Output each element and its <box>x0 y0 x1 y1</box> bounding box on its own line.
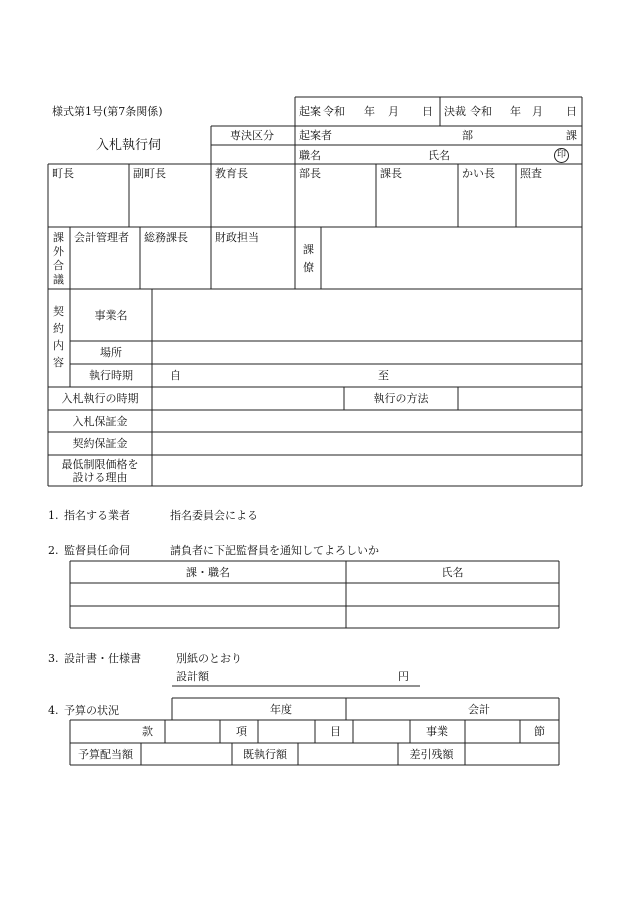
approver-department-head: 部長 <box>299 167 321 180</box>
section2-number: 2. <box>48 544 59 557</box>
budget-account: 会計 <box>468 703 490 716</box>
form-title: 入札執行伺 <box>96 138 162 153</box>
period-label: 執行時期 <box>89 369 133 382</box>
bid-deposit-label: 入札保証金 <box>72 415 128 428</box>
kessai-month: 月 <box>532 105 543 118</box>
shokumei-label: 職名 <box>299 149 321 162</box>
period-to: 至 <box>378 369 389 382</box>
period-from: 自 <box>170 369 181 382</box>
contract-deposit-label: 契約保証金 <box>72 437 128 450</box>
approver-section-chief: 課長 <box>380 167 402 180</box>
place-label: 場所 <box>100 346 122 359</box>
section2-label: 監督員任命伺 <box>64 544 130 557</box>
consult-staff-2: 僚 <box>303 261 314 274</box>
senketsu-label: 専決区分 <box>230 129 274 142</box>
contract-label-2: 約 <box>53 322 64 335</box>
section1-value: 指名委員会による <box>170 509 258 522</box>
section3-value: 別紙のとおり <box>176 652 242 665</box>
kessai-year: 年 <box>510 105 521 118</box>
kessai-era: 令和 <box>470 105 492 118</box>
budget-allocated-label: 予算配当額 <box>78 748 133 761</box>
kian-day: 日 <box>422 105 433 118</box>
contract-label-4: 容 <box>53 356 64 369</box>
kian-label: 起案 <box>299 105 321 118</box>
budget-kan: 款 <box>142 725 153 738</box>
budget-setsu: 節 <box>534 725 545 738</box>
bu-label: 部 <box>462 129 473 142</box>
method-label: 執行の方法 <box>373 392 429 405</box>
min-price-label-1: 最低制限価格を <box>61 458 139 471</box>
section2-value: 請負者に下記監督員を通知してよろしいか <box>170 544 379 557</box>
kiansha-label: 起案者 <box>299 129 332 142</box>
form-number: 様式第1号(第7条関係) <box>52 105 163 118</box>
seal-mark: 印 <box>554 148 569 163</box>
approver-kai-chief: かい長 <box>462 167 495 180</box>
budget-remaining-label: 差引残額 <box>409 748 454 761</box>
approver-mayor: 町長 <box>52 167 74 180</box>
shimei-label: 氏名 <box>428 149 450 162</box>
kessai-day: 日 <box>566 105 577 118</box>
budget-jigyo: 事業 <box>426 725 448 738</box>
section1-label: 指名する業者 <box>64 509 130 522</box>
section3-label: 設計書・仕様書 <box>64 652 141 665</box>
kian-month: 月 <box>388 105 399 118</box>
approver-superintendent: 教育長 <box>215 167 248 180</box>
section4-number: 4. <box>48 704 59 717</box>
ka-label: 課 <box>566 129 577 142</box>
budget-kou: 項 <box>236 725 247 738</box>
section4-label: 予算の状況 <box>64 704 119 717</box>
consult-label-3: 合 <box>53 259 64 272</box>
consult-staff-1: 課 <box>303 243 314 256</box>
budget-executed-label: 既執行額 <box>243 748 287 761</box>
consult-finance-staff: 財政担当 <box>215 231 259 244</box>
contract-label-1: 契 <box>53 305 64 318</box>
budget-fiscal-year: 年度 <box>270 703 292 716</box>
budget-moku: 目 <box>330 725 341 738</box>
project-name-label: 事業名 <box>94 309 128 322</box>
approver-deputy-mayor: 副町長 <box>133 167 166 180</box>
supervisor-section-header: 課・職名 <box>186 566 230 579</box>
yen-label: 円 <box>398 670 409 683</box>
approver-checker: 照査 <box>520 167 542 180</box>
design-amount-label: 設計額 <box>176 670 209 683</box>
supervisor-name-header: 氏名 <box>441 566 464 579</box>
consult-accounting-manager: 会計管理者 <box>74 231 129 244</box>
consult-label-2: 外 <box>53 245 64 258</box>
consult-general-affairs-chief: 総務課長 <box>144 231 188 244</box>
min-price-label-2: 設ける理由 <box>72 471 128 484</box>
section3-number: 3. <box>48 652 59 665</box>
consult-label-1: 課 <box>53 231 64 244</box>
contract-label-3: 内 <box>53 339 64 352</box>
kessai-label: 決裁 <box>444 105 466 118</box>
kian-era: 令和 <box>323 105 345 118</box>
bid-time-label: 入札執行の時期 <box>61 392 139 405</box>
kian-year: 年 <box>364 105 375 118</box>
consult-label-4: 議 <box>53 273 64 286</box>
section1-number: 1. <box>48 509 59 522</box>
